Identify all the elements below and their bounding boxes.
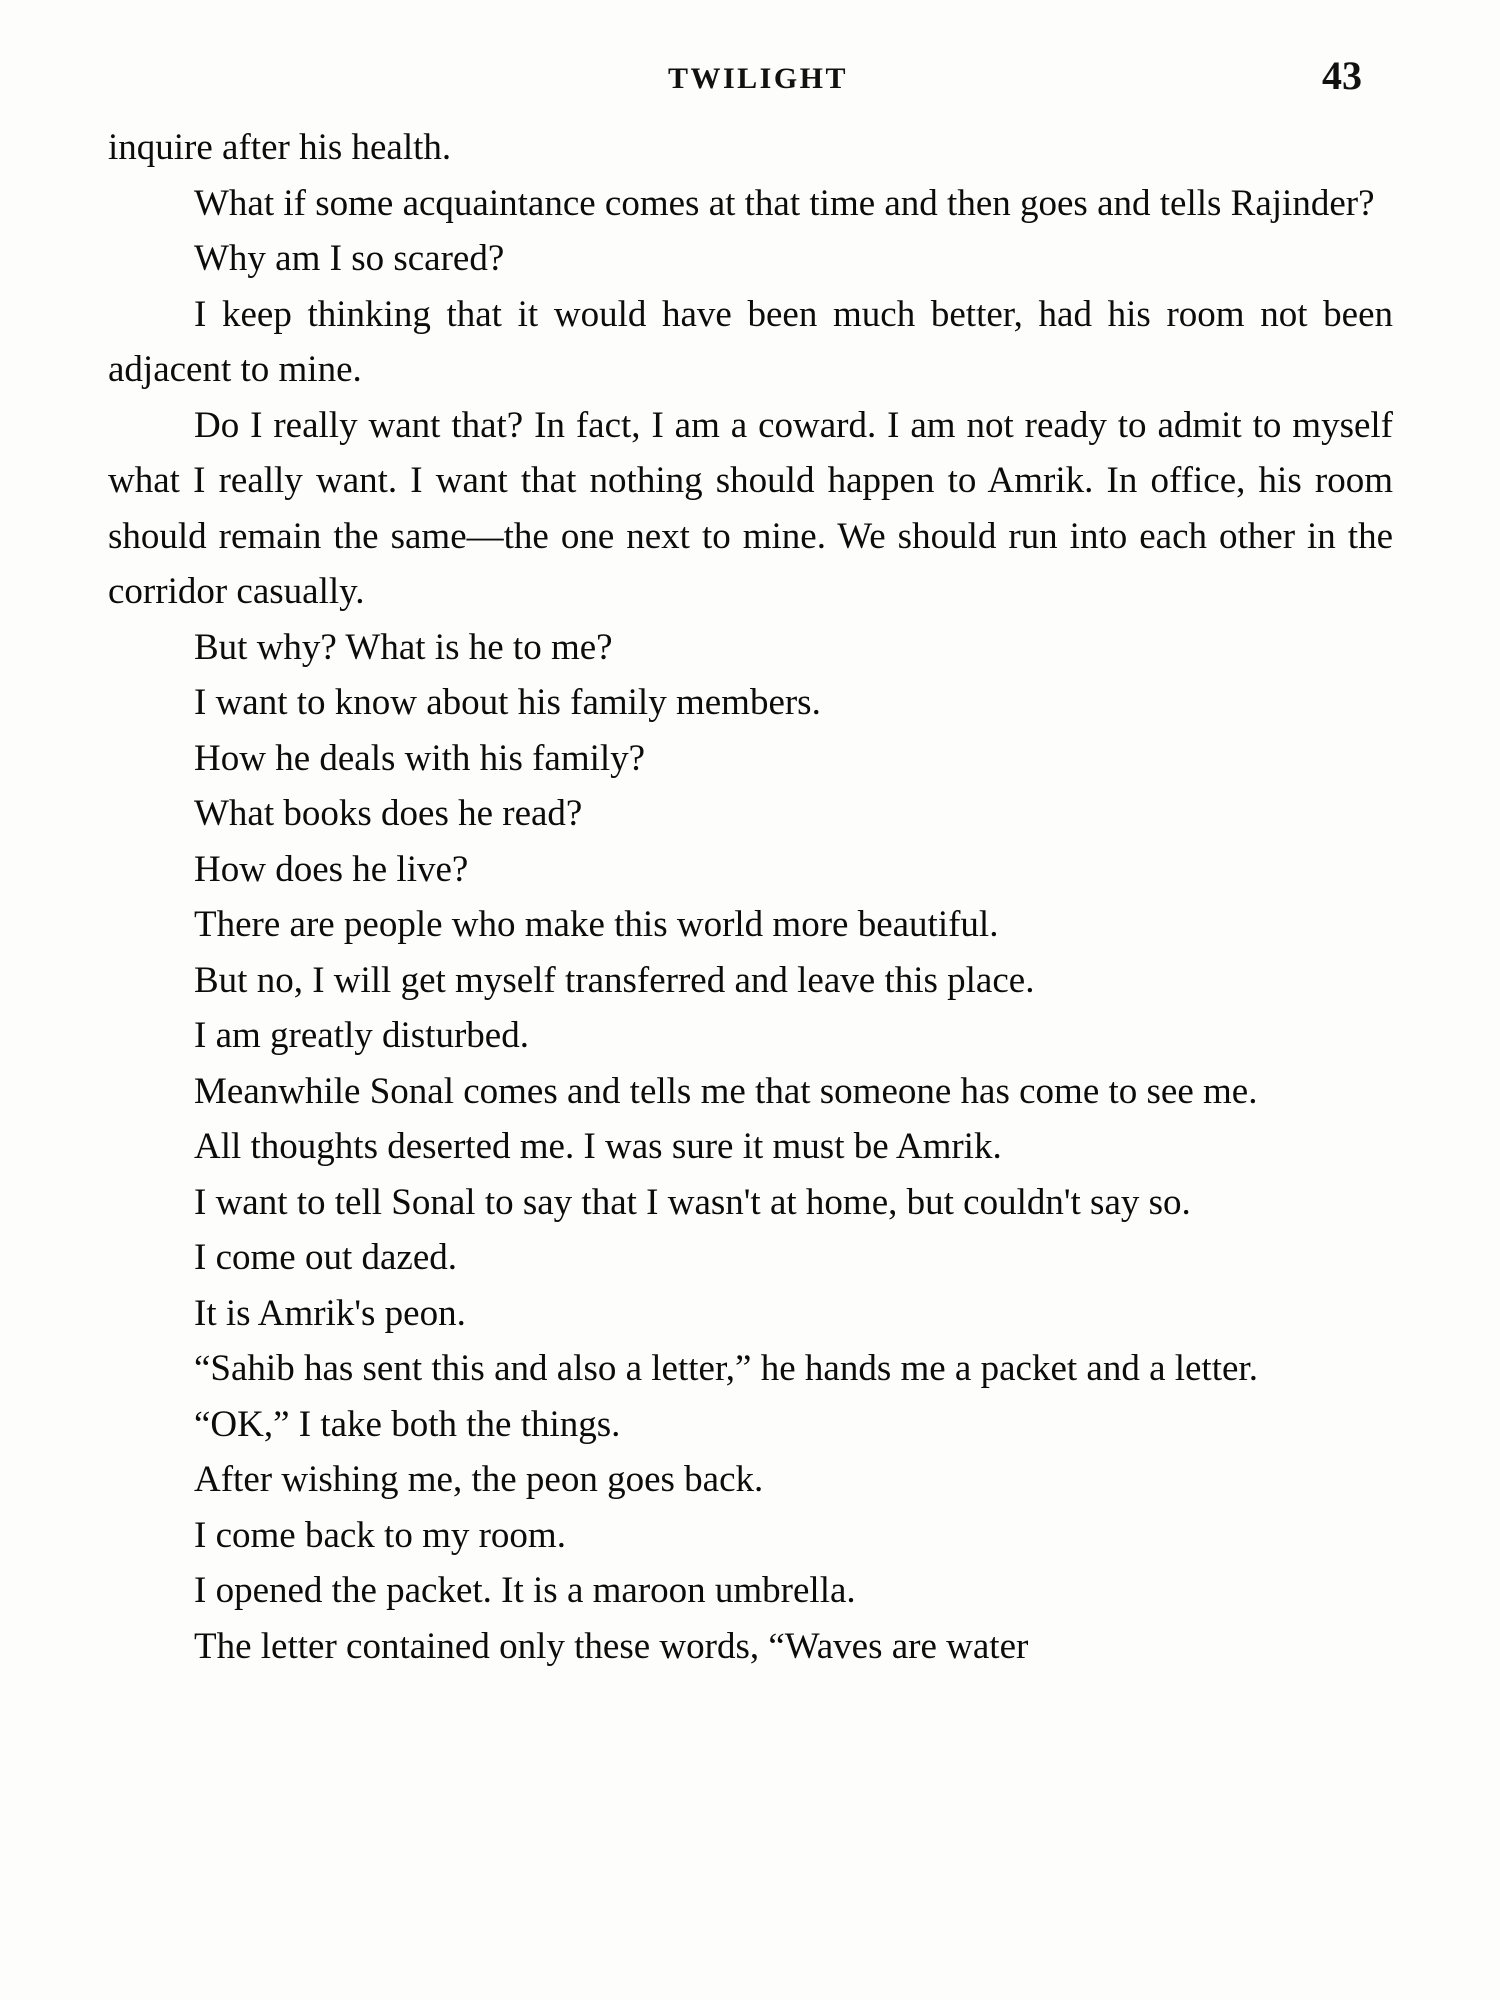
paragraph: “Sahib has sent this and also a letter,” he hands me a packet and a letter.: [194, 1348, 1258, 1389]
paragraph: I opened the packet. It is a maroon umbrella.: [194, 1570, 856, 1611]
paragraph: I want to know about his family members.: [194, 682, 821, 723]
paragraph: What if some acquaintance comes at that time and then goes and tells Rajinder?: [194, 182, 1375, 224]
paragraph: What books does he read?: [194, 793, 583, 834]
paragraph: After wishing me, the peon goes back.: [194, 1459, 764, 1500]
paragraph: Meanwhile Sonal comes and tells me that someone has come to see me.: [194, 1070, 1258, 1112]
paragraph: “OK,” I take both the things.: [194, 1403, 621, 1445]
paragraph: How does he live?: [194, 848, 469, 890]
paragraph: There are people who make this world more beautiful.: [194, 904, 999, 945]
paragraph: I come out dazed.: [194, 1237, 457, 1278]
paragraph: I come back to my room.: [194, 1514, 566, 1556]
running-head: [108, 0, 1408, 120]
page-content: [108, 0, 1408, 1674]
paragraph: All thoughts deserted me. I was sure it must be Amrik.: [194, 1126, 1002, 1167]
paragraph: I keep thinking that it would have been much better, had his room not been adjacent to mine.: [108, 293, 1393, 390]
paragraph: inquire after his health.: [108, 127, 452, 168]
paragraph: But why? What is he to me?: [194, 626, 613, 668]
body-text: [108, 120, 1393, 1674]
paragraph: The letter contained only these words, “Waves are water: [194, 1625, 1029, 1667]
paragraph: How he deals with his family?: [194, 737, 646, 779]
paragraph: It is Amrik's peon.: [194, 1292, 466, 1334]
paragraph: I am greatly disturbed.: [194, 1015, 529, 1056]
paragraph: Do I really want that? In fact, I am a coward. I am not ready to admit to myself what I really want. I want that nothing should happen to Amrik. In office, his room should remain the same—the one next to mine. We should run into each other in the corridor casually.: [108, 404, 1393, 612]
paragraph: Why am I so scared?: [194, 238, 505, 279]
page-number: 43: [1322, 53, 1362, 98]
paragraph: I want to tell Sonal to say that I wasn't at home, but couldn't say so.: [194, 1181, 1191, 1223]
paragraph: But no, I will get myself transferred and leave this place.: [194, 959, 1035, 1001]
book-title: TWILIGHT: [667, 62, 849, 95]
